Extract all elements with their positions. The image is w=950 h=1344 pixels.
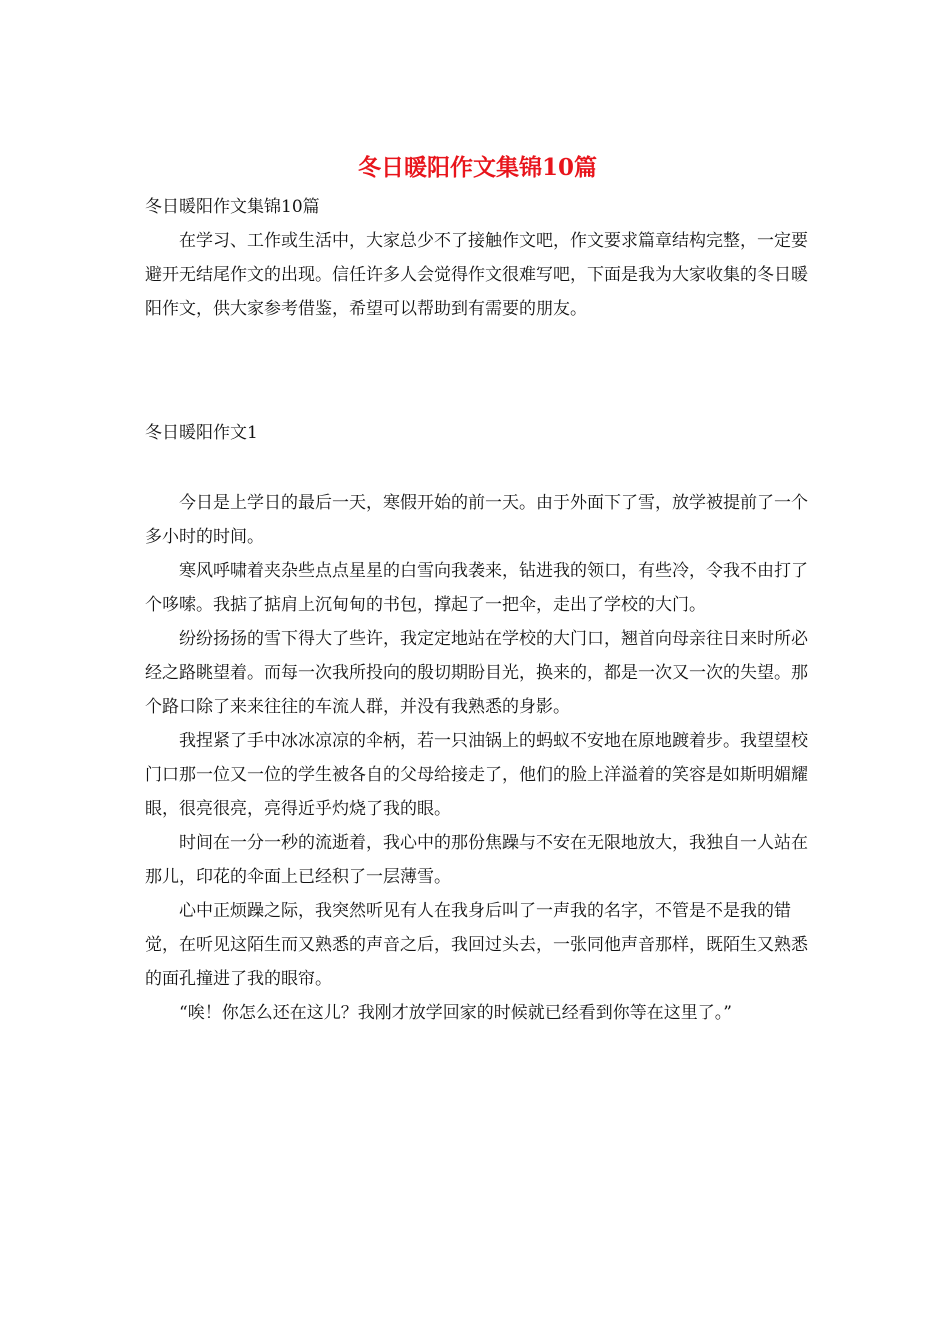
body-paragraph: 寒风呼啸着夹杂些点点星星的白雪向我袭来，钻进我的领口，有些冷，令我不由打了个哆嗦。我掂了掂肩上沉甸甸的书包，撑起了一把伞，走出了学校的大门。 — [145, 561, 808, 615]
body-paragraph: 今日是上学日的最后一天，寒假开始的前一天。由于外面下了雪，放学被提前了一个多小时的时间。 — [145, 493, 808, 547]
section-heading: 冬日暖阳作文1 — [145, 423, 258, 443]
body-paragraph: 心中正烦躁之际，我突然听见有人在我身后叫了一声我的名字，不管是不是我的错觉，在听见这陌生而又熟悉的声音之后，我回过头去，一张同他声音那样，既陌生又熟悉的面孔撞进了我的眼帘。 — [145, 901, 808, 989]
spacer — [145, 326, 810, 416]
document-title: 冬日暖阳作文集锦10篇 — [357, 154, 597, 181]
body-paragraph: 时间在一分一秒的流逝着，我心中的那份焦躁与不安在无限地放大，我独自一人站在那儿，印花的伞面上已经积了一层薄雪。 — [145, 833, 808, 887]
body-paragraph: “唉！你怎么还在这儿？我刚才放学回家的时候就已经看到你等在这里了。” — [179, 1003, 732, 1023]
document-subtitle: 冬日暖阳作文集锦10篇 — [145, 197, 320, 217]
body-paragraph: 我捏紧了手中冰冰凉凉的伞柄，若一只油锅上的蚂蚁不安地在原地踱着步。我望望校门口那一位又一位的学生被各自的父母给接走了，他们的脸上洋溢着的笑容是如斯明媚耀眼，很亮很亮，亮得近乎灼烧了我的眼。 — [145, 731, 808, 819]
spacer — [145, 450, 810, 486]
intro-paragraph: 在学习、工作或生活中，大家总少不了接触作文吧，作文要求篇章结构完整，一定要避开无结尾作文的出现。信任许多人会觉得作文很难写吧，下面是我为大家收集的冬日暖阳作文，供大家参考借鉴，希望可以帮助到有需要的朋友。 — [145, 231, 808, 319]
document-body — [145, 150, 810, 1030]
body-paragraph: 纷纷扬扬的雪下得大了些许，我定定地站在学校的大门口，翘首向母亲往日来时所必经之路眺望着。而每一次我所投向的殷切期盼目光，换来的，都是一次又一次的失望。那个路口除了来来往往的车流人群，并没有我熟悉的身影。 — [145, 629, 808, 717]
